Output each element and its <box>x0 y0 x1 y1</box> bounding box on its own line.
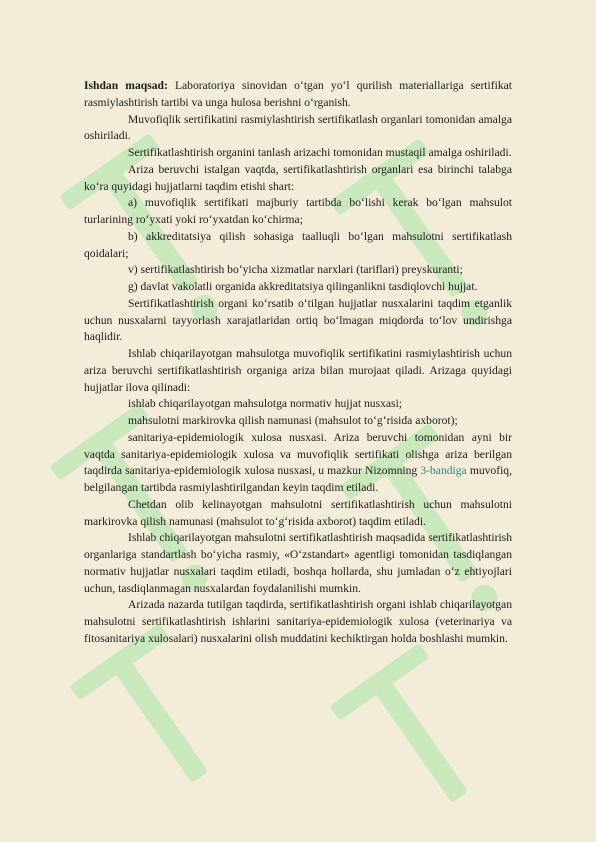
objective-label: Ishdan maqsad: <box>84 79 168 92</box>
paragraph: Sertifikatlashtirish organi ko‘rsatib o‘tilgan hujjatlar nusxalarini taqdim etganlik uchun nusxalarni tayyorlash xarajatlaridan ortiq bo‘lmagan miqdorda to‘lov undirishga haqlidir. <box>84 296 512 344</box>
document-body <box>84 78 512 648</box>
paragraph: Ishlab chiqarilayotgan mahsulotni sertifikatlashtirish maqsadida sertifikatlashtirish organlariga standartlash bo‘yicha rasmiy, «O‘zstandart» agentligi tomonidan tasdiqlangan normativ hujjatlar nusxalari taqdim etiladi, boshqa hollarda, shu jumladan o‘z ehtiyojlari uchun, tasdiqlanmagan nusxalardan foydalanilishi mumkin. <box>84 531 512 595</box>
objective-text: Laboratoriya sinovidan o‘tgan yo‘l qurilish materiallariga sertifikat rasmiylashtirish tartibi va unga hulosa berishni o‘rganish. <box>84 79 512 109</box>
objective-paragraph <box>84 78 512 112</box>
list-item: g) davlat vakolatli organida akkreditatsiya qilinganlikni tasdiqlovchi hujjat. <box>128 280 478 293</box>
clause-link[interactable]: 3-bandiga <box>420 464 467 478</box>
paragraph: Muvofiqlik sertifikatini rasmiylashtirish sertifikatlash organlari tomonidan amalga oshiriladi. <box>84 112 512 143</box>
list-item: a) muvofiqlik sertifikati majburiy tartibda bo‘lishi kerak bo‘lgan mahsulot turlarining ro‘yxati yoki ro‘yxatdan ko‘chirma; <box>84 196 512 226</box>
list-item: mahsulotni markirovka qilish namunasi (mahsulot to‘g‘risida axborot); <box>128 414 458 427</box>
list-item: ishlab chiqarilayotgan mahsulotga normativ hujjat nusxasi; <box>128 397 403 411</box>
paragraph: Ariza beruvchi istalgan vaqtda, sertifikatlashtirish organlari esa birinchi talabga ko‘ra quyidagi hujjatlarni taqdim etishi shart: <box>84 162 512 193</box>
paragraph: Ishlab chiqarilayotgan mahsulotga muvofiqlik sertifikatini rasmiylashtirish uchun ariza beruvchi sertifikatlashtirish organiga ariza bilan murojaat qiladi. Arizaga quyidagi hujjatlar ilova qilinadi: <box>84 347 512 394</box>
sanitary-paragraph <box>84 430 512 497</box>
list-item: b) akkreditatsiya qilish sohasiga taalluqli bo‘lgan mahsulotni sertifikatlash qoidalari; <box>84 229 512 260</box>
list-item: v) sertifikatlashtirish bo‘yicha xizmatlar narxlari (tariflari) preyskuranti; <box>128 263 463 277</box>
sanitary-text: sanitariya-epidemiologik xulosa nusxasi. Ariza beruvchi tomonidan ayni bir vaqtda sanitariya-epidemiologik xulosa va muvofiqlik sertifikati olishga ariza berilgan taqdirda sanitariya-epidemiologik xulosa nusxasi, u mazkur Nizomning <box>84 430 512 478</box>
sanitary-text-end: muvofiq, belgilangan tartibda rasmiylashtirilgandan keyin taqdim etiladi. <box>84 464 512 494</box>
paragraph: Sertifikatlashtirish organini tanlash arizachi tomonidan mustaqil amalga oshiriladi. <box>128 146 512 159</box>
paragraph: Chetdan olib kelinayotgan mahsulotni sertifikatlashtirish uchun mahsulotni markirovka qilish namunasi (mahsulot to‘g‘risida axborot) taqdim etiladi. <box>84 497 512 528</box>
paragraph: Arizada nazarda tutilgan taqdirda, sertifikatlashtirish organi ishlab chiqarilayotgan mahsulotni sertifikatlashtirish ishlarini sanitariya-epidemiologik xulosa (veterinariya va fitosanitariya xulosalari) nusxalarini olish muddatini kechiktirgan holda boshlashi mumkin. <box>84 598 512 645</box>
